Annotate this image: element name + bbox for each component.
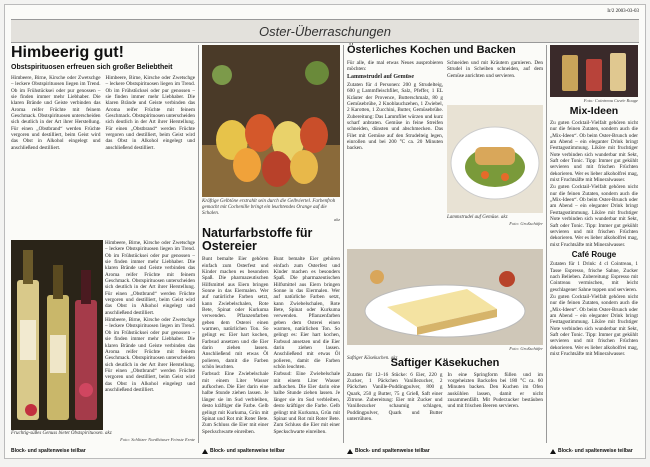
article-mix-ideen <box>550 106 638 443</box>
column-divider <box>198 45 199 443</box>
article-body <box>347 372 543 440</box>
section-banner <box>11 19 639 43</box>
section-title: Oster-Überraschungen <box>259 23 391 39</box>
article-body <box>447 60 543 79</box>
article-kaesekuchen <box>347 358 543 443</box>
triangle-icon <box>202 449 208 454</box>
article-intro: Für alle, die mal etwas Neues ausprobieren möchten: <box>347 60 443 73</box>
triangle-icon <box>347 449 353 454</box>
photo-caption: Fruchtig-süßes Genuss bietet Obstspirituosen. akz <box>11 431 112 436</box>
article-body <box>202 256 340 452</box>
article-paragraph: Himbeere, Birne, Kirsche oder Zwetschge – leckere Obstspirituosen liegen im Trend. Ob im Frühstücksei oder pur genossen – sie finden immer mehr Liebhaber. Die klaren Brände und Geiste verbinden das Aroma reifer Früchte mit feinem Geschmack. Obstspirituosen unterscheiden sich deutlich in der Art ihrer Herstellung. Für einen „Obstbrand“ werden Früchte vergoren und destilliert, beim Geist wird das Obst in Alkohol eingelegt und anschließend destilliert. <box>105 74 195 151</box>
cocktail-illustration <box>550 45 638 97</box>
recipe-title: Café Rouge <box>571 249 617 259</box>
spirits-photo <box>11 240 103 430</box>
footer-note <box>11 448 86 454</box>
article-title: Himbeerig gut! <box>11 44 124 61</box>
article-title: Österliches Kochen und Backen <box>347 44 516 56</box>
article-paragraph: In eine Springform füllen und im vorgeheizten Backofen bei 180 °C ca. 60 Minuten backen. Den Kuchen im Ofen auskühlen lassen, damit er nicht zusammenfällt. Mit Puderzucker bestäuben und mit frischen Beeren servieren. <box>447 371 543 410</box>
article-paragraph: Schneiden und mit Kräutern garnieren. Den Strudel in Scheiben schneiden, auf dem Gemüse anrichten und servieren. <box>447 60 543 79</box>
article-title: Mix-Ideen <box>569 105 619 117</box>
article-paragraph: Himbeere, Birne, Kirsche oder Zwetschge – leckere Obstspirituosen liegen im Trend. Ob im Frühstücksei oder pur genossen – sie finden immer mehr Liebhaber. Die klaren Brände und Geiste verbinden das Aroma reifer Früchte mit feinem Geschmack. Obstspirituosen unterscheiden sich deutlich in der Art ihrer Herstellung. Für einen „Obstbrand“ werden Früchte vergoren und destilliert, beim Geist wird das Obst in Alkohol eingelegt und anschließend destilliert. <box>105 240 195 316</box>
article-paragraph: Zu guten Cocktail-Vielfalt gehören nicht nur die feinen Zutaten, sondern auch die „Mix-Ideen“. Ob beim Oster-Brunch oder am Abend – ein eleganter Drink bringt Festtagsstimmung. Liköre mit fruchtiger Note verbinden sich wunderbar mit Sekt, Saft oder Tonic. Tipp: Immer gut gekühlt servieren und mit frischen Früchten dekorieren. Wer es lieber alkoholfrei mag, mixt Fruchtsäfte mit Mineralwasser. <box>550 294 638 358</box>
article-naturfarbstoffe <box>202 227 340 443</box>
footer-note <box>550 448 633 454</box>
recipe-body <box>550 261 638 357</box>
strudel-illustration <box>447 105 543 213</box>
article-paragraph: Himbeere, Birne, Kirsche oder Zwetschge – leckere Obstspirituosen liegen im Trend. Ob im Frühstücksei oder pur genossen – sie finden immer mehr Liebhaber. Die klaren Brände und Geiste verbinden das Aroma reifer Früchte mit feinem Geschmack. Obstspirituosen unterscheiden sich deutlich in der Art ihrer Herstellung. Für einen „Obstbrand“ werden Früchte vergoren und destilliert, beim Geist wird das Obst in Alkohol eingelegt und anschließend destilliert. <box>105 317 195 393</box>
middle-caption-block <box>202 199 340 225</box>
footer-note <box>347 448 430 454</box>
strudel-caption-block <box>447 215 543 243</box>
photo-caption: Saftiger Käsekuchen. akz <box>347 356 398 361</box>
article-paragraph: Zutaten für 1 Drink: 4 cl Cointreau, 1 Tasse Espresso, frische Sahne, Zucker nach Belieben. Zubereitung: Espresso mit Cointreau vermischen, mit leicht geschlagener Sahne toppen und servieren. <box>550 261 638 293</box>
article-paragraph: Zutaten für 4 Personen: 200 g Strudelteig, 600 g Lammfleischfilet, Salz, Pfeffer, 1 EL Kräuter der Provence, Butterschmalz, 80 g Gemüsebrühe, 2 Knoblauchzehen, 1 Zwiebel, 2 Karotten, 1 Zucchini, Butter, Gemüsebrühe. Zubereitung: Das Lammfilet würzen und kurz scharf anbraten. Gemüse in feine Streifen schneiden, dünsten und abschmecken. Das Filet mit Gemüse auf den Strudelteig legen, einrollen und bei 200 °C ca. 20 Minuten backen. <box>347 82 443 152</box>
issue-date: Ir/2 2003-03-03 <box>607 9 639 14</box>
article-paragraph: Bunt bemalte Eier gehören einfach zum Osterfest und Kinder machen es besonders Spaß. Die pharmazeutischen Hilfsmittel aus Eiern bringen Sonne in das Eiermalen. Wer auf natürliche Farben setzt, kann Zwiebelschalen, Rote Bete, Spinat oder Kurkuma verwenden. Pflanzenfarben geben dem Osterei einen warmen, natürlichen Ton. So gelingt es: Eier hart kochen, Farbsud ansetzen und die Eier darin ziehen lassen. Anschließend mit etwas Öl polieren, damit die Farben schön leuchten. <box>202 256 269 371</box>
footer-label: Block- und spaltenweise teilbar <box>11 448 86 454</box>
cheesecake-photo <box>347 249 543 345</box>
article-body-cont <box>105 240 195 393</box>
eggs-illustration <box>202 45 340 197</box>
column-divider <box>343 45 344 443</box>
article-paragraph: Zutaten für 12–16 Stücke: 6 Eier, 220 g Zucker, 1 Päckchen Vanillezucker, 2 Päckchen Vanille-Puddingpulver, 800 g Quark, 250 g Butter, 75 g Grieß, Saft einer Zitrone. Zubereitung: Eier mit Zucker und Vanillezucker schaumig schlagen, Puddingpulver, Quark und Butter unterrühren. <box>347 371 443 422</box>
footer-label: Block- und spaltenweise teilbar <box>558 448 633 454</box>
article-paragraph: Zu guten Cocktail-Vielfalt gehören nicht nur die feinen Zutaten, sondern auch die „Mix-Ideen“. Ob beim Oster-Brunch oder am Abend – ein eleganter Drink bringt Festtagsstimmung. Liköre mit fruchtiger Note verbinden sich wunderbar mit Sekt, Saft oder Tonic. Tipp: Immer gut gekühlt servieren und mit frischen Früchten dekorieren. Wer es lieber alkoholfrei mag, mixt Fruchtsäfte mit Mineralwasser. <box>550 184 638 248</box>
article-body <box>11 75 195 245</box>
bottles-illustration <box>11 240 103 430</box>
photo-caption: Lammstrudel auf Gemüse. akz <box>447 215 508 220</box>
article-paragraph: Farbsud: Eine Zwiebelschale mit einem Liter Wasser aufkochen. Die Eier darin eine halbe Stunde ziehen lassen. Je länger sie im Sud verbleiben, desto kräftiger die Farbe. Gelb gelingt mit Kurkuma, Grün mit Spinat und Rot mit Roter Bete. Zum Schluss die Eier mit einer Speckschwarte einreiben. <box>273 371 340 435</box>
article-subtitle: Obstspirituosen erfreuen sich großer Beliebtheit <box>11 63 173 71</box>
oesterlich-col-b <box>447 60 543 102</box>
newspaper-page <box>4 4 646 459</box>
footer-label: Block- und spaltenweise teilbar <box>210 448 285 454</box>
photo-credit: Foto: Cointreau Cuvée Rouge <box>583 98 638 103</box>
easter-eggs-photo <box>202 45 340 197</box>
article-paragraph: Himbeere, Birne, Kirsche oder Zwetschge – leckere Obstspirituosen liegen im Trend. Ob im Frühstücksei oder pur genossen – sie finden immer mehr Liebhaber. Die klaren Brände und Geiste verbinden das Aroma reifer Früchte mit feinem Geschmack. Obstspirituosen unterscheiden sich deutlich in der Art ihrer Herstellung. Für einen „Obstbrand“ werden Früchte vergoren und destilliert, beim Geist wird das Obst in Alkohol eingelegt und anschließend destilliert. <box>11 74 101 151</box>
photo-credit: Foto: Großschäfer <box>509 221 543 226</box>
cocktail-photo <box>550 45 638 97</box>
photo-caption: Kräftige Gelbtöne erstrahlt sein durch die Gelbviertel. Farbenfroh gemacht mit Cochenille bringt ein leuchtendes Orange auf die Schalen. <box>202 199 336 216</box>
photo-credit: Foto: Schlitzer Nordhäuser Feinste Ernte <box>120 437 195 442</box>
footer-note <box>202 448 285 454</box>
footer-label: Block- und spaltenweise teilbar <box>355 448 430 454</box>
article-body <box>550 120 638 248</box>
article-title: Saftiger Käsekuchen <box>390 357 500 369</box>
cheesecake-illustration <box>347 249 543 345</box>
himbeerig-caption-block <box>11 431 195 447</box>
page-topline <box>11 9 639 19</box>
article-body <box>347 60 443 152</box>
oesterlich-col-a <box>347 60 443 250</box>
triangle-icon <box>550 449 556 454</box>
photo-credit: Foto: Großschäfer <box>509 346 543 351</box>
recipe-title: Lammstrudel auf Gemüse <box>347 73 414 80</box>
article-paragraph: Zu guten Cocktail-Vielfalt gehören nicht nur die feinen Zutaten, sondern auch die „Mix-Ideen“. Ob beim Oster-Brunch oder am Abend – ein eleganter Drink bringt Festtagsstimmung. Liköre mit fruchtiger Note verbinden sich wunderbar mit Sekt, Saft oder Tonic. Tipp: Immer gut gekühlt servieren und mit frischen Früchten dekorieren. Wer es lieber alkoholfrei mag, mixt Fruchtsäfte mit Mineralwasser. <box>550 120 638 184</box>
column-divider <box>546 45 547 443</box>
article-paragraph: Farbsud: Eine Zwiebelschale mit einem Liter Wasser aufkochen. Die Eier darin eine halbe Stunde ziehen lassen. Je länger sie im Sud verbleiben, desto kräftiger die Farbe. Gelb gelingt mit Kurkuma, Grün mit Spinat und Rot mit Roter Bete. Zum Schluss die Eier mit einer Speckschwarte einreiben. <box>202 371 269 435</box>
article-title: Naturfarbstoffe für Ostereier <box>202 226 313 254</box>
article-himbeerig-cont <box>105 240 195 410</box>
photo-credit: akz <box>334 217 340 222</box>
strudel-photo <box>447 105 543 213</box>
article-paragraph: Bunt bemalte Eier gehören einfach zum Osterfest und Kinder machen es besonders Spaß. Die pharmazeutischen Hilfsmittel aus Eiern bringen Sonne in das Eiermalen. Wer auf natürliche Farben setzt, kann Zwiebelschalen, Rote Bete, Spinat oder Kurkuma verwenden. Pflanzenfarben geben dem Osterei einen warmen, natürlichen Ton. So gelingt es: Eier hart kochen, Farbsud ansetzen und die Eier darin ziehen lassen. Anschließend mit etwas Öl polieren, damit die Farben schön leuchten. <box>273 256 340 371</box>
